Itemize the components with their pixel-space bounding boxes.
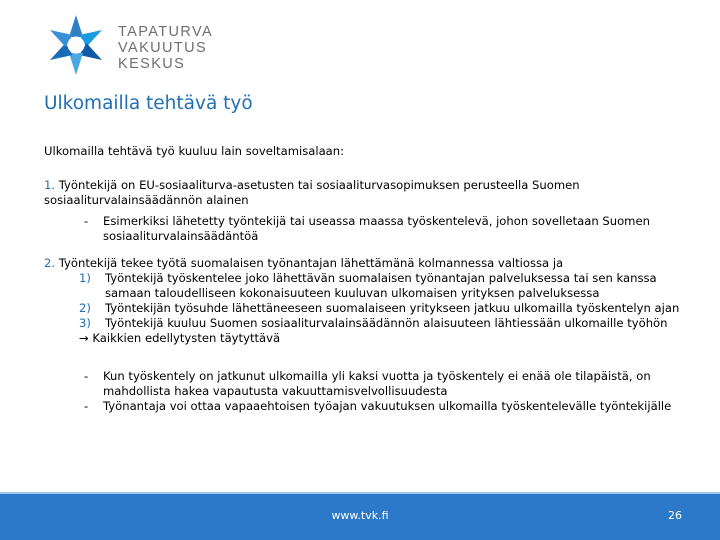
footer-bar	[0, 494, 720, 540]
item-2-sub-1	[44, 271, 694, 301]
item-1-sub-text: Esimerkiksi lähetetty työntekijä tai useassa maassa työskentelevä, johon sovelletaan Suomen sosiaaliturvalainsäädäntöä	[103, 214, 650, 243]
dash-bullet: -	[84, 369, 89, 383]
sub-number: 3)	[79, 316, 91, 330]
footer-url[interactable]: www.tvk.fi	[331, 509, 389, 522]
item-2-sub-2	[44, 301, 694, 316]
logo-line-3: KESKUS	[118, 56, 186, 72]
logo-line-2: VAKUUTUS	[118, 40, 208, 56]
star-logo-icon	[40, 14, 112, 76]
slide-content	[44, 144, 694, 414]
page-title: Ulkomailla tehtävä työ	[44, 93, 253, 114]
page-number: 26	[668, 509, 682, 522]
sub-number: 1)	[79, 271, 91, 285]
item-2	[44, 256, 694, 271]
item-2-number: 2.	[44, 256, 56, 270]
note-1-text: Kun työskentely on jatkunut ulkomailla yli kaksi vuotta ja työskentely ei enää ole tilapäistä, on mahdollista hakea vapautusta vakuuttamisvelvollisuudesta	[103, 369, 651, 398]
logo-line-1: TAPATURVA	[118, 24, 214, 40]
item-2-sub-3	[44, 316, 694, 331]
note-1	[44, 369, 694, 399]
item-1-text: Työntekijä on EU-sosiaaliturva-asetusten tai sosiaaliturvasopimuksen perusteella Suomen sosiaaliturvalainsäädännön alainen	[44, 178, 580, 207]
item-1-number: 1.	[44, 178, 56, 192]
note-2-text: Työnantaja voi ottaa vapaaehtoisen työajan vakuutuksen ulkomailla työskentelevälle työntekijälle	[103, 399, 672, 413]
dash-bullet: -	[84, 214, 89, 228]
item-1	[44, 178, 694, 208]
conclusion-text: → Kaikkien edellytysten täytyttävä	[79, 331, 281, 345]
item-1-subpoint	[44, 214, 694, 244]
item-2-text: Työntekijä tekee työtä suomalaisen työnantajan lähettämänä kolmannessa valtiossa ja	[58, 256, 564, 270]
sub-text: Työntekijä työskentelee joko lähettävän suomalaisen työnantajan palveluksessa tai sen kanssa samaan taloudelliseen kokonaisuuteen kuuluvan ulkomaisen yrityksen palveluksessa	[105, 271, 657, 300]
sub-number: 2)	[79, 301, 91, 315]
sub-text: Työntekijä kuuluu Suomen sosiaaliturvalainsäädännön alaisuuteen lähtiessään ulkomaille työhön	[105, 316, 668, 330]
intro-text: Ulkomailla tehtävä työ kuuluu lain soveltamisalaan:	[44, 144, 345, 158]
logo-wordmark	[118, 24, 213, 72]
dash-bullet: -	[84, 399, 89, 413]
note-2	[44, 399, 694, 414]
sub-text: Työntekijän työsuhde lähettäneeseen suomalaiseen yritykseen jatkuu ulkomailla työskentelyn ajan	[105, 301, 680, 315]
